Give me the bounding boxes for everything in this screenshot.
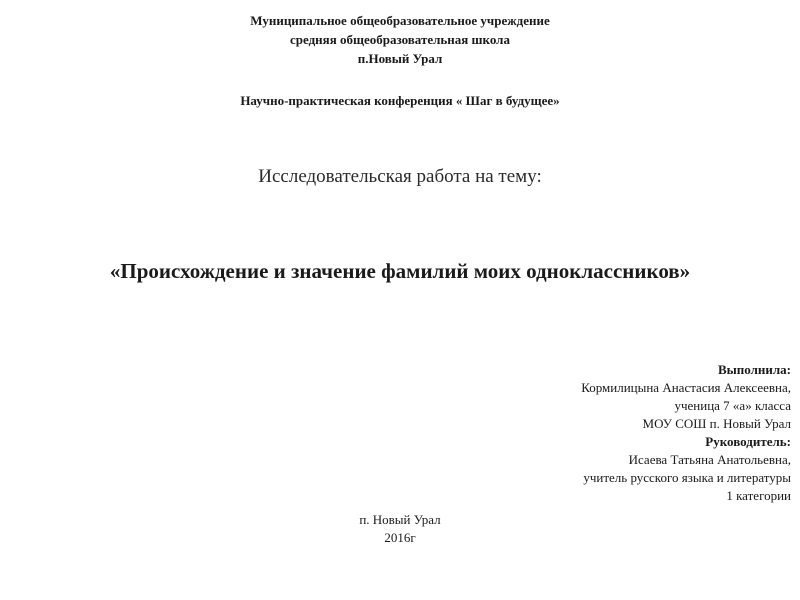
performer-grade: ученица 7 «а» класса	[674, 398, 791, 413]
supervisor-category: 1 категории	[726, 488, 791, 503]
supervisor-position: учитель русского языка и литературы	[583, 470, 791, 485]
work-title: «Происхождение и значение фамилий моих одноклассников»	[109, 259, 691, 283]
performer-school: МОУ СОШ п. Новый Урал	[642, 416, 791, 431]
authors-block	[461, 361, 791, 505]
footer-place: п. Новый Урал	[359, 512, 441, 527]
footer-year: 2016г	[384, 530, 416, 545]
institution-line-1: Муниципальное общеобразовательное учреждение	[250, 13, 550, 28]
supervisor-label: Руководитель:	[705, 434, 791, 449]
footer	[0, 511, 800, 547]
institution-line-3: п.Новый Урал	[357, 51, 443, 66]
conference-name: Научно-практическая конференция « Шаг в будущее»	[240, 93, 560, 108]
work-type-heading: Исследовательская работа на тему:	[258, 166, 542, 187]
performer-name: Кормилицына Анастасия Алексеевна,	[581, 380, 791, 395]
supervisor-name: Исаева Татьяна Анатольевна,	[628, 452, 791, 467]
institution-header	[0, 11, 800, 68]
institution-line-2: средняя общеобразовательная школа	[290, 32, 510, 47]
performer-label: Выполнила:	[717, 362, 791, 377]
